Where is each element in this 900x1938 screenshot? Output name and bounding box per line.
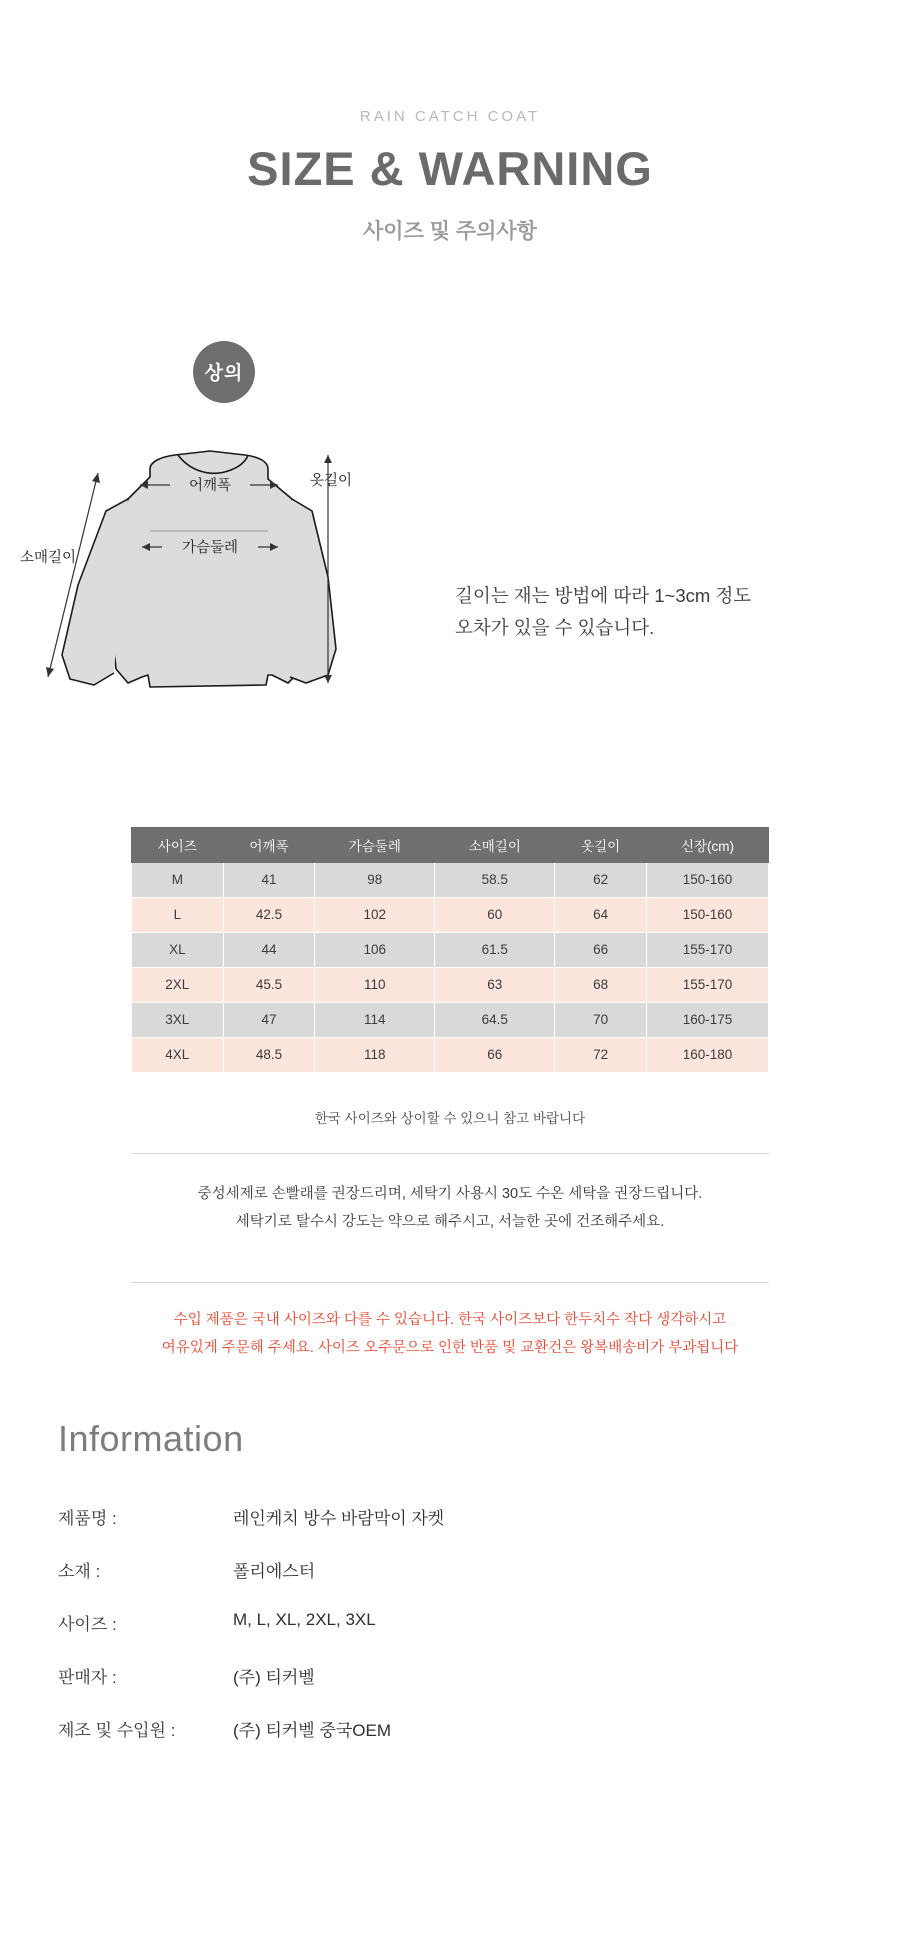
- label-shoulder-width: 어깨폭: [188, 477, 232, 494]
- size-table-note: 한국 사이즈와 상이할 수 있으니 참고 바랍니다: [314, 1110, 586, 1126]
- information-table: [58, 1490, 444, 1755]
- warning-line-1: 수입 제품은 국내 사이즈와 다를 수 있습니다. 한국 사이즈보다 한두치수 작다 생각하시고: [173, 1312, 727, 1329]
- size-table-header-cell: 옷길이: [555, 827, 647, 862]
- table-cell: 110: [315, 967, 435, 1002]
- measurement-note-line2: 오차가 있을 수 있습니다.: [455, 617, 655, 639]
- label-chest: 가슴둘레: [181, 539, 239, 556]
- measurement-note-line1: 길이는 재는 방법에 따라 1~3cm 정도: [455, 584, 752, 606]
- table-row: [132, 967, 769, 1002]
- garment-diagram-icon: [10, 437, 450, 727]
- size-table-header-cell: 사이즈: [132, 827, 224, 862]
- size-table: [131, 827, 769, 1073]
- table-cell: 98: [315, 862, 435, 897]
- measurement-note: [455, 580, 835, 645]
- information-label: 소재 :: [58, 1562, 101, 1582]
- table-cell: 4XL: [132, 1037, 224, 1072]
- page-header: [0, 0, 900, 245]
- table-cell: 155-170: [646, 932, 768, 967]
- measurement-diagram-section: [0, 437, 900, 727]
- table-cell: 68: [555, 967, 647, 1002]
- table-cell: 2XL: [132, 967, 224, 1002]
- table-cell: 60: [435, 897, 555, 932]
- information-row: [58, 1649, 444, 1702]
- table-cell: XL: [132, 932, 224, 967]
- label-sleeve-length: 소매길이: [20, 549, 77, 566]
- table-row: [132, 897, 769, 932]
- information-value: 레인케치 방수 바람막이 자켓: [233, 1509, 445, 1529]
- information-row: [58, 1490, 444, 1543]
- table-cell: 150-160: [646, 862, 768, 897]
- size-table-header-row: [132, 827, 769, 862]
- table-row: [132, 1037, 769, 1072]
- size-table-wrap: [0, 827, 900, 1073]
- information-value: (주) 티커벨: [233, 1668, 315, 1688]
- table-cell: 66: [435, 1037, 555, 1072]
- table-cell: 70: [555, 1002, 647, 1037]
- table-cell: 66: [555, 932, 647, 967]
- information-row: [58, 1543, 444, 1596]
- information-value: (주) 티커벨 중국OEM: [233, 1721, 392, 1741]
- table-cell: 106: [315, 932, 435, 967]
- table-cell: 72: [555, 1037, 647, 1072]
- table-row: [132, 862, 769, 897]
- table-cell: 45.5: [223, 967, 315, 1002]
- size-table-header-cell: 가슴둘레: [315, 827, 435, 862]
- information-row: [58, 1596, 444, 1649]
- care-instructions: [0, 1154, 900, 1257]
- care-line-1: 중성세제로 손빨래를 권장드리며, 세탁기 사용시 30도 수온 세탁을 권장드립니다.: [197, 1185, 703, 1202]
- information-label: 제조 및 수입원 :: [58, 1721, 176, 1741]
- table-cell: 150-160: [646, 897, 768, 932]
- table-cell: 47: [223, 1002, 315, 1037]
- information-row: [58, 1702, 444, 1755]
- table-cell: 41: [223, 862, 315, 897]
- table-cell: 42.5: [223, 897, 315, 932]
- table-cell: 63: [435, 967, 555, 1002]
- table-cell: 48.5: [223, 1037, 315, 1072]
- table-cell: 44: [223, 932, 315, 967]
- table-row: [132, 932, 769, 967]
- warning-notice: [0, 1283, 900, 1362]
- table-cell: 58.5: [435, 862, 555, 897]
- information-value: 폴리에스터: [233, 1562, 316, 1582]
- table-cell: 118: [315, 1037, 435, 1072]
- information-value: M, L, XL, 2XL, 3XL: [233, 1610, 376, 1630]
- care-line-2: 세탁기로 탈수시 강도는 약으로 해주시고, 서늘한 곳에 건조해주세요.: [235, 1213, 665, 1230]
- information-label: 사이즈 :: [58, 1615, 117, 1635]
- table-cell: 114: [315, 1002, 435, 1037]
- page-title: SIZE & WARNING: [247, 142, 653, 195]
- table-cell: 102: [315, 897, 435, 932]
- information-label: 판매자 :: [58, 1668, 117, 1688]
- table-cell: M: [132, 862, 224, 897]
- table-cell: 160-175: [646, 1002, 768, 1037]
- table-row: [132, 1002, 769, 1037]
- size-table-header-cell: 어깨폭: [223, 827, 315, 862]
- top-garment-badge: 상의: [193, 341, 255, 403]
- information-label: 제품명 :: [58, 1509, 117, 1529]
- information-title: Information: [58, 1418, 244, 1460]
- table-cell: 61.5: [435, 932, 555, 967]
- size-table-header-cell: 신장(cm): [646, 827, 768, 862]
- table-cell: L: [132, 897, 224, 932]
- table-cell: 160-180: [646, 1037, 768, 1072]
- header-eyebrow: RAIN CATCH COAT: [359, 108, 541, 125]
- table-cell: 64.5: [435, 1002, 555, 1037]
- table-cell: 64: [555, 897, 647, 932]
- table-cell: 62: [555, 862, 647, 897]
- page-subtitle: 사이즈 및 주의사항: [363, 219, 537, 243]
- size-table-header-cell: 소매길이: [435, 827, 555, 862]
- table-cell: 155-170: [646, 967, 768, 1002]
- label-jacket-length: 옷길이: [310, 472, 353, 489]
- table-cell: 3XL: [132, 1002, 224, 1037]
- warning-line-2: 여유있게 주문해 주세요. 사이즈 오주문으로 인한 반품 및 교환건은 왕복배송비가 부과됩니다: [161, 1339, 739, 1356]
- section-badge-wrap: [0, 341, 900, 403]
